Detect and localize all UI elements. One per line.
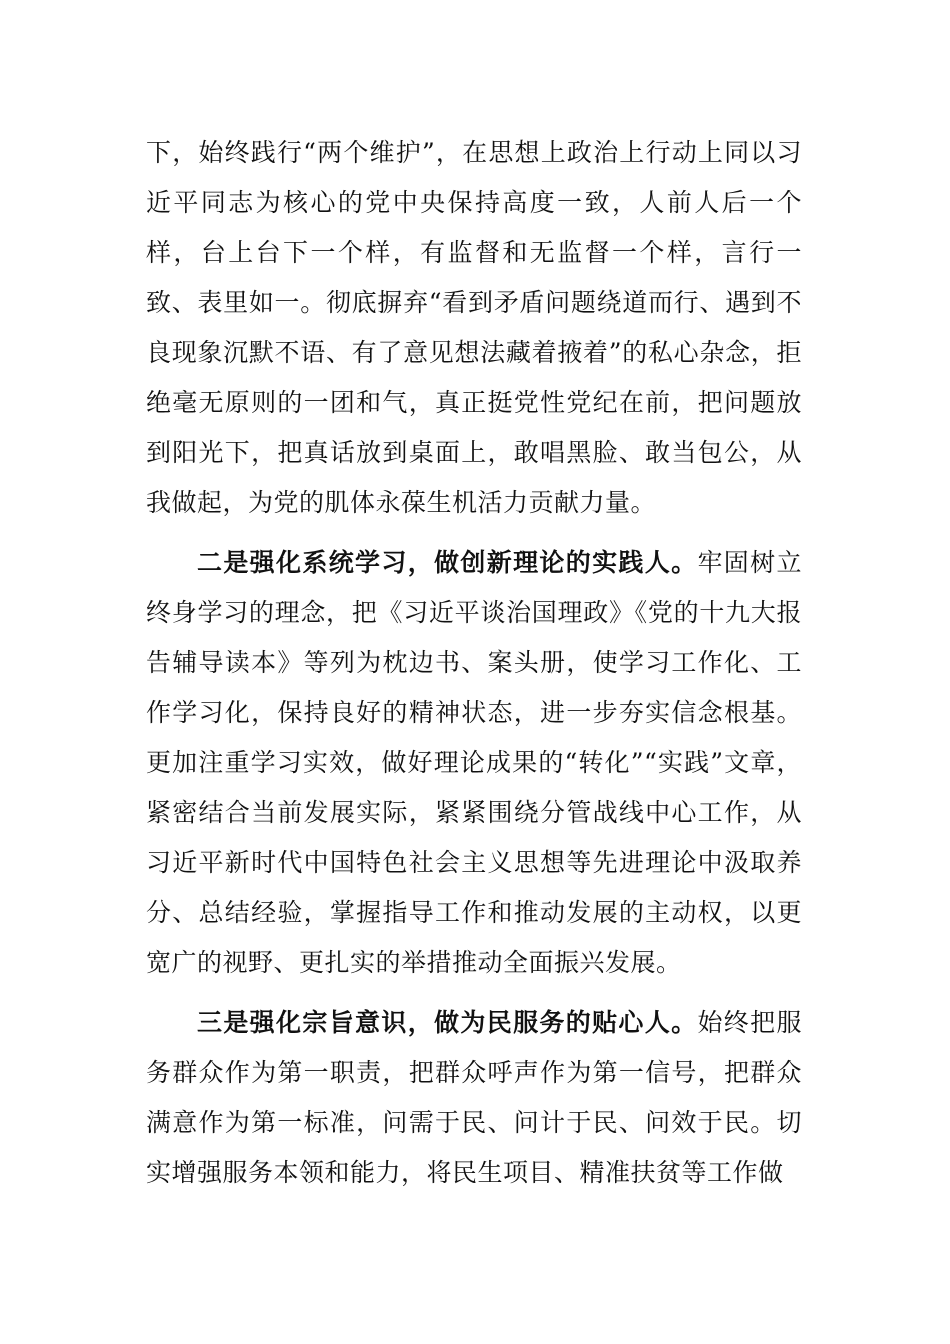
paragraph-point-two bbox=[146, 538, 802, 988]
document-body bbox=[146, 128, 802, 1208]
paragraph-heading: 二是强化系统学习，做创新理论的实践人。 bbox=[197, 548, 698, 577]
paragraph-continuation bbox=[146, 128, 802, 528]
paragraph-text: 始终把服务群众作为第一职责，把群众呼声作为第一信号，把群众满意作为第一标准，问需于民、问计于民、问效于民。切实增强服务本领和能力，将民生项目、精准扶贫等工作做 bbox=[146, 1008, 802, 1187]
paragraph-text: 牢固树立终身学习的理念，把《习近平谈治国理政》《党的十九大报告辅导读本》等列为枕边书、案头册，使学习工作化、工作学习化，保持良好的精神状态，进一步夯实信念根基。更加注重学习实效，做好理论成果的“转化”“实践”文章，紧密结合当前发展实际，紧紧围绕分管战线中心工作，从习近平新时代中国特色社会主义思想等先进理论中汲取养分、总结经验，掌握指导工作和推动发展的主动权，以更宽广的视野、更扎实的举措推动全面振兴发展。 bbox=[146, 548, 802, 977]
paragraph-text: 下，始终践行“两个维护”，在思想上政治上行动上同以习近平同志为核心的党中央保持高度一致，人前人后一个样，台上台下一个样，有监督和无监督一个样，言行一致、表里如一。彻底摒弃“看到矛盾问题绕道而行、遇到不良现象沉默不语、有了意见想法藏着掖着”的私心杂念，拒绝毫无原则的一团和气，真正挺党性党纪在前，把问题放到阳光下，把真话放到桌面上，敢唱黑脸、敢当包公，从我做起，为党的肌体永葆生机活力贡献力量。 bbox=[146, 138, 802, 517]
paragraph-point-three bbox=[146, 998, 802, 1198]
paragraph-heading: 三是强化宗旨意识，做为民服务的贴心人。 bbox=[197, 1008, 698, 1037]
